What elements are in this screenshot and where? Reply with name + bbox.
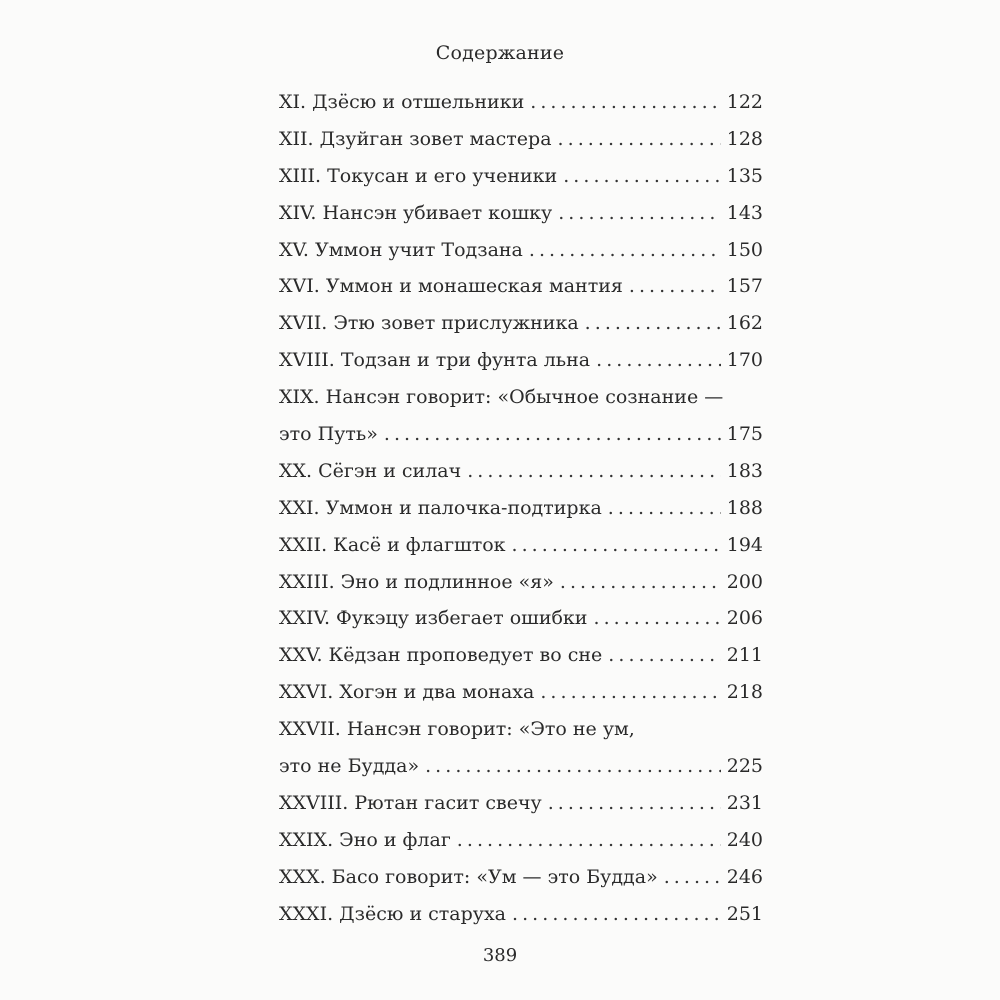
dot-leader [593, 600, 720, 637]
toc-entry-page: 218 [726, 681, 763, 704]
toc-entry-title: XXV. Кёдзан проповедует во сне [279, 644, 603, 667]
page-title: Содержание [435, 42, 565, 64]
toc-entry-page: 157 [726, 275, 763, 298]
toc-entry-title: XIV. Нансэн убивает кошку [279, 201, 553, 224]
toc-entry [279, 748, 763, 785]
toc-entry [279, 674, 763, 711]
toc-entry-title: XXII. Касё и флагшток [279, 533, 506, 556]
dot-leader [560, 564, 721, 601]
toc-entry-title: XIII. Токусан и его ученики [279, 164, 558, 187]
toc-entry-title: XXIII. Эно и подлинное «я» [279, 570, 554, 593]
toc-entry-title: XXIV. Фукэцу избегает ошибки [279, 607, 588, 630]
toc-entry-title-line1: XIX. Нансэн говорит: «Обычное сознание — [279, 386, 724, 409]
toc-entry [279, 305, 763, 342]
toc-entry [279, 121, 763, 158]
dot-leader [512, 896, 721, 933]
toc-entry-page: 170 [726, 349, 763, 372]
dot-leader [558, 121, 721, 158]
toc-entry [279, 416, 763, 453]
toc-entry-page: 183 [726, 459, 763, 482]
toc-entry-page: 206 [726, 607, 763, 630]
dot-leader [467, 453, 721, 490]
toc-entry-title: XII. Дзуйган зовет мастера [279, 127, 552, 150]
dot-leader [596, 342, 721, 379]
toc-entry-page: 211 [726, 644, 763, 667]
dot-leader [512, 527, 721, 564]
toc-entry-page: 240 [726, 828, 763, 851]
toc-entry-title: XVIII. Тодзан и три фунта льна [279, 349, 591, 372]
toc-entry [279, 564, 763, 601]
toc-entry [279, 268, 763, 305]
toc-entry-page: 128 [726, 127, 763, 150]
toc-entry-title: XX. Сёгэн и силач [279, 459, 462, 482]
toc-entry [279, 490, 763, 527]
toc-entry-title: XXVIII. Рютан гасит свечу [279, 791, 542, 814]
dot-leader [558, 195, 721, 232]
dot-leader [664, 859, 721, 896]
dot-leader [548, 785, 721, 822]
toc-entry-page: 231 [726, 791, 763, 814]
toc-entry [279, 195, 763, 232]
dot-leader [425, 748, 721, 785]
toc-entry-page: 194 [726, 533, 763, 556]
toc-entry-page: 143 [726, 201, 763, 224]
toc-entry-title: XXXI. Дзёсю и старуха [279, 902, 507, 925]
toc-entry-page: 162 [726, 312, 763, 335]
toc-entry-page: 122 [726, 91, 763, 113]
toc-entry-title: это не Будда» [279, 755, 420, 778]
toc-entry-page: 225 [726, 755, 763, 778]
dot-leader [540, 674, 720, 711]
toc-entry-page: 150 [726, 238, 763, 261]
toc-entry-page: 251 [726, 902, 763, 925]
toc-entry-title-line1: XXVII. Нансэн говорит: «Это не ум, [279, 718, 635, 741]
toc-entry-title: XXI. Уммон и палочка-подтирка [279, 496, 602, 519]
toc-entry-title: XXIX. Эно и флаг [279, 828, 451, 851]
dot-leader [530, 84, 721, 121]
toc-entry-title: XXX. Басо говорит: «Ум — это Будда» [279, 865, 658, 888]
dot-leader [457, 822, 721, 859]
dot-leader [585, 305, 721, 342]
toc-entry [279, 527, 763, 564]
toc-entry [279, 637, 763, 674]
toc-entry [279, 342, 763, 379]
table-of-contents [279, 84, 763, 932]
toc-entry-first-line [279, 379, 763, 416]
toc-entry-page: 175 [726, 423, 763, 446]
toc-entry-first-line [279, 711, 763, 748]
toc-entry [279, 232, 763, 269]
dot-leader [529, 232, 721, 269]
toc-entry-title: XVII. Этю зовет прислужника [279, 312, 579, 335]
dot-leader [563, 158, 721, 195]
page-number: 389 [482, 945, 518, 966]
toc-entry-title: это Путь» [279, 423, 378, 446]
toc-entry [279, 453, 763, 490]
toc-entry-page: 188 [726, 496, 763, 519]
toc-entry-page: 246 [726, 865, 763, 888]
toc-entry-page: 135 [726, 164, 763, 187]
dot-leader [384, 416, 721, 453]
toc-entry [279, 600, 763, 637]
toc-entry [279, 84, 763, 121]
toc-entry-title: XXVI. Хогэн и два монаха [279, 681, 535, 704]
toc-entry-page: 200 [726, 570, 763, 593]
toc-entry [279, 896, 763, 933]
dot-leader [608, 637, 720, 674]
toc-entry [279, 822, 763, 859]
dot-leader [629, 268, 721, 305]
toc-entry-title: XVI. Уммон и монашеская мантия [279, 275, 623, 298]
toc-entry-title: XV. Уммон учит Тодзана [279, 238, 523, 261]
dot-leader [608, 490, 721, 527]
toc-entry [279, 859, 763, 896]
toc-entry [279, 785, 763, 822]
toc-entry-title: XI. Дзёсю и отшельники [279, 91, 525, 113]
toc-entry [279, 158, 763, 195]
